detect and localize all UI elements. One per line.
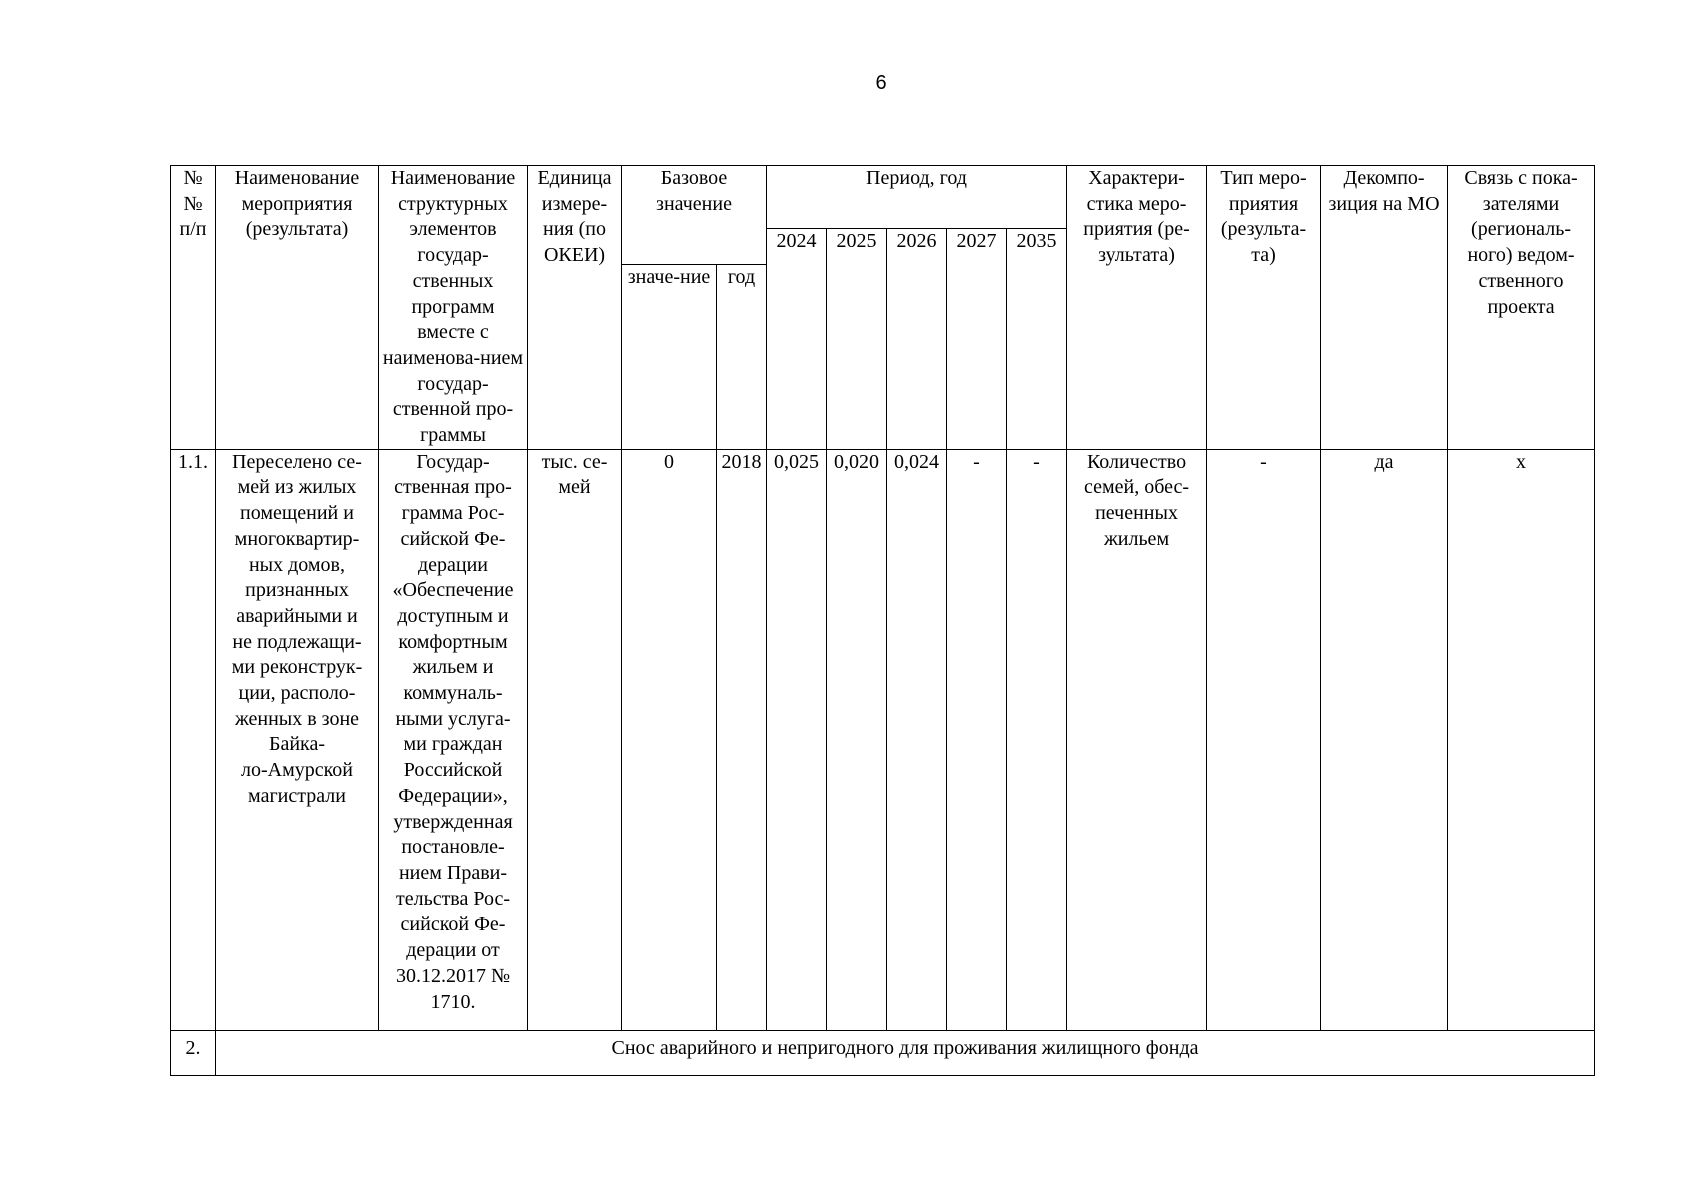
- header-year-2027: 2027: [947, 229, 1007, 450]
- row-num: 1.1.: [171, 449, 216, 1030]
- header-project-link: Связь с пока-зателями (региональ-ного) ведом-ственного проекта: [1448, 166, 1595, 450]
- header-year-2025: 2025: [827, 229, 887, 450]
- section-num: 2.: [171, 1030, 216, 1075]
- header-unit: Единица измере-ния (по ОКЕИ): [528, 166, 622, 450]
- row-structural-element: Государ- ственная про- грамма Рос- сийской Фе- дерации «Обеспечение доступным и комфортным жильем и коммуналь- ными услуга- ми граждан Российской Федерации», утвержденная постановле- нием Прави- тельства Рос- сийской Фе- дерации от 30.12.2017 № 1710.: [379, 449, 528, 1030]
- header-year-2024: 2024: [767, 229, 827, 450]
- row-activity-name: Переселено се- мей из жилых помещений и многоквартир- ных домов, признанных аварийными и не подлежащи- ми реконструк- ции, располо- женных в зоне Байка- ло-Амурской магистрали: [216, 449, 379, 1030]
- header-num: № № п/п: [171, 166, 216, 450]
- header-characteristic: Характери-стика меро-приятия (ре-зультата): [1067, 166, 1207, 450]
- row-base-value: 0: [622, 449, 717, 1030]
- row-value-2026: 0,024: [887, 449, 947, 1030]
- row-value-2035: -: [1007, 449, 1067, 1030]
- header-decomposition: Декомпо-зиция на МО: [1321, 166, 1448, 450]
- header-base-value-year: год: [717, 264, 767, 449]
- header-row-1: [171, 166, 1595, 229]
- row-activity-type: -: [1207, 449, 1321, 1030]
- header-activity-name: Наименование мероприятия (результата): [216, 166, 379, 450]
- table-row: [171, 449, 1595, 1030]
- header-base-value-value: значе-ние: [622, 264, 717, 449]
- row-decomposition: да: [1321, 449, 1448, 1030]
- row-project-link: х: [1448, 449, 1595, 1030]
- row-value-2025: 0,020: [827, 449, 887, 1030]
- header-base-value: Базовое значение: [622, 166, 767, 265]
- page-number: 6: [875, 72, 887, 94]
- header-year-2026: 2026: [887, 229, 947, 450]
- header-activity-type: Тип меро-приятия (результа-та): [1207, 166, 1321, 450]
- header-period: Период, год: [767, 166, 1067, 229]
- header-year-2035: 2035: [1007, 229, 1067, 450]
- row-characteristic: Количество семей, обес- печенных жильем: [1067, 449, 1207, 1030]
- header-structural-elements: Наименование структурных элементов государ-ственных программ вместе с наименова-нием государ-ственной про-граммы: [379, 166, 528, 450]
- section-row: [171, 1030, 1595, 1075]
- section-title: Снос аварийного и непригодного для проживания жилищного фонда: [216, 1030, 1595, 1075]
- activities-table: [170, 165, 1595, 1076]
- row-base-year: 2018: [717, 449, 767, 1030]
- row-value-2024: 0,025: [767, 449, 827, 1030]
- row-unit: тыс. се- мей: [528, 449, 622, 1030]
- row-value-2027: -: [947, 449, 1007, 1030]
